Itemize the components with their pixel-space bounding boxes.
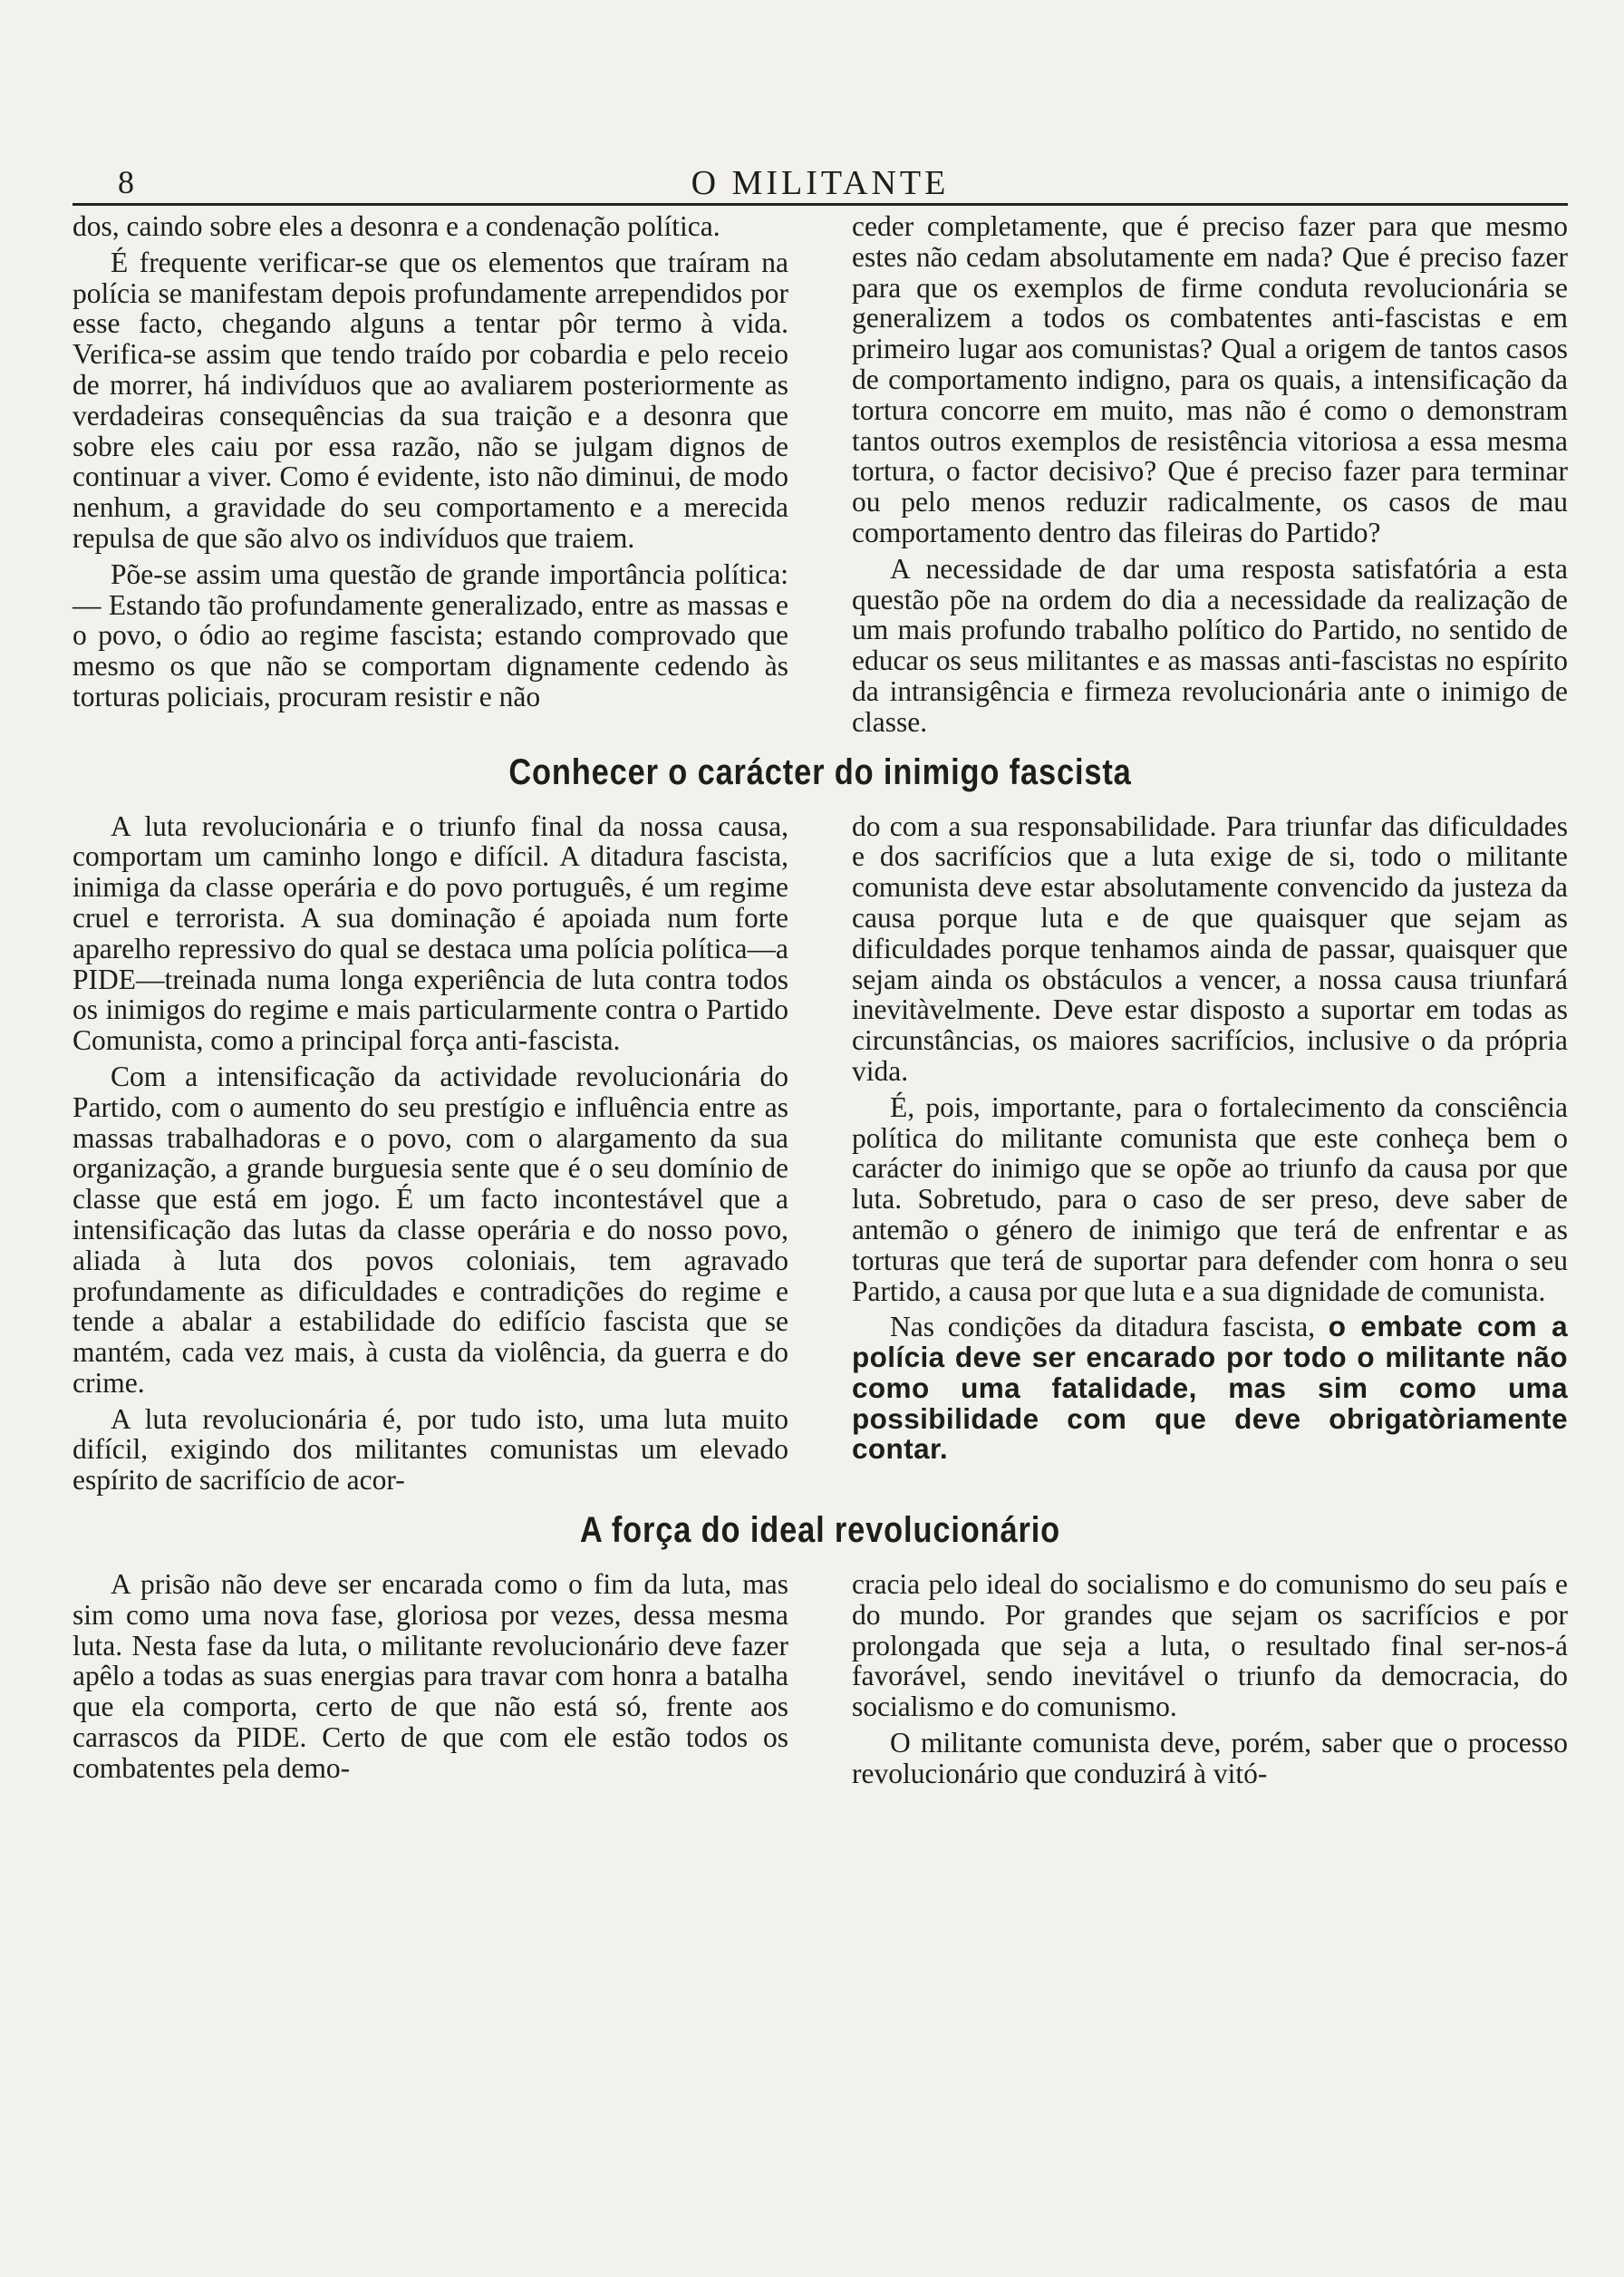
right-column <box>852 1569 1568 1789</box>
paragraph <box>852 1312 1568 1465</box>
right-column <box>852 211 1568 738</box>
paragraph: A luta revolucionária e o triunfo final da nossa causa, comportam um caminho longo e difícil. A ditadura fascista, inimiga da classe operária e do povo português, é um regime cruel e terrorista. A sua dominação é apoiada num forte aparelho repressivo do qual se destaca uma polícia política—a PIDE—treinada numa longa experiência de luta contra todos os inimigos do regime e mais particularmente contra o Partido Comunista, como a principal força anti-fascista. <box>72 809 788 1057</box>
section-heading: Conhecer o carácter do inimigo fascista <box>508 751 1132 792</box>
paragraph: do com a sua responsabilidade. Para triunfar das dificuldades e dos sacrifícios que a luta exige de si, todo o militante comunista deve estar absolutamente convencido da justeza da causa porque luta e de que quaisquer que sejam as dificuldades porque tenhamos ainda de passar, quaisquer que sejam ainda os obstáculos a vencer, a nossa causa triunfará inevitàvelmente. Deve estar disposto a suportar em todas as circunstâncias, os maiores sacrifícios, inclusive o da própria vida. <box>852 809 1568 1087</box>
paragraph: dos, caindo sobre eles a desonra e a condenação política. <box>72 210 720 242</box>
continued-article <box>72 211 1568 738</box>
paragraph: A luta revolucionária é, por tudo isto, uma luta muito difícil, exigindo dos militantes comunistas um elevado espírito de sacrifício de acor- <box>72 1402 788 1497</box>
paragraph-lead: Nas condições da ditadura fascista, <box>890 1311 1329 1343</box>
article-section <box>72 1569 1568 1789</box>
paragraph: cracia pelo ideal do socialismo e do comunismo do seu país e do mundo. Por grandes que sejam os sacrifícios e por prolongada que seja a luta, o resultado final ser-nos-á favorável, sendo inevitável o triunfo da democracia, do socialismo e do comunismo. <box>852 1568 1568 1723</box>
right-column <box>852 811 1568 1497</box>
publication-title: O MILITANTE <box>691 164 950 202</box>
left-column <box>72 1569 788 1789</box>
paragraph: ceder completamente, que é preciso fazer para que mesmo estes não cedam absolutamente em nada? Que é preciso fazer para que os exemplos de firme conduta revolucionária se generalizem a todos os combatentes anti-fascistas e em primeiro lugar aos comunistas? Qual a origem de tantos casos de comportamento indigno, para os quais, a intensificação da tortura concorre em muito, mas não é como o demonstram tantos outros exemplos de resistência vitoriosa a essa mesma tortura, o factor decisivo? Que é preciso fazer para terminar ou pelo menos reduzir radicalmente, os casos de mau comportamento dentro das fileiras do Partido? <box>852 210 1568 548</box>
emphasized-text: o embate com a polícia deve ser encarado por todo o militante não como uma fatalidade, mas sim como uma possibilidade com que deve obrigatòriamente contar. <box>852 1310 1568 1466</box>
left-column <box>72 211 788 738</box>
section-heading: A força do ideal revolucionário <box>579 1510 1061 1551</box>
paragraph: A prisão não deve ser encarada como o fim da luta, mas sim como uma nova fase, gloriosa por vezes, dessa mesma luta. Nesta fase da luta, o militante revolucionário deve fazer apêlo a todas as suas energias para travar com honra a batalha que ela comporta, certo de que não está só, frente aos carrascos da PIDE. Certo de que com ele estão todos os combatentes pela demo- <box>72 1568 788 1784</box>
paragraph: É frequente verificar-se que os elementos que traíram na polícia se manifestam depois profundamente arrependidos por esse facto, chegando alguns a tentar pôr termo à vida. Verifica-se assim que tendo traído por cobardia e pelo receio de morrer, há indivíduos que ao avaliarem posteriormente as verdadeiras consequências da sua traição e a desonra que sobre eles caiu por essa razão, não se julgam dignos de continuar a viver. Como é evidente, isto não diminui, de modo nenhum, a gravidade do seu comportamento e a merecida repulsa de que são alvo os indivíduos que traiem. <box>72 246 788 554</box>
paragraph: É, pois, importante, para o fortalecimento da consciência política do militante comunista que este conheça bem o carácter do inimigo que se opõe ao triunfo da causa por que luta. Sobretudo, para o caso de ser preso, deve saber de antemão o género de inimigo que terá de enfrentar e as torturas que terá de suportar para defender com honra o seu Partido, a causa por que luta e a sua dignidade de comunista. <box>852 1090 1568 1307</box>
left-column <box>72 811 788 1497</box>
paragraph: O militante comunista deve, porém, saber que o processo revolucionário que conduzirá à vitó- <box>852 1727 1568 1789</box>
article-section <box>72 811 1568 1497</box>
page-header <box>72 161 1568 206</box>
paragraph: Põe-se assim uma questão de grande importância política: — Estando tão profundamente generalizado, entre as massas e o povo, o ódio ao regime fascista; estando comprovado que mesmo os que não se comportam dignamente cedendo às torturas policiais, procuram resistir e não <box>72 557 788 712</box>
newspaper-page <box>72 161 1568 1789</box>
paragraph: A necessidade de dar uma resposta satisfatória a esta questão põe na ordem do dia a necessidade da realização de um mais profundo trabalho político do Partido, no sentido de educar os seus militantes e as massas anti-fascistas no espírito da intransigência e firmeza revolucionária ante o inimigo de classe. <box>852 552 1568 738</box>
page-number: 8 <box>118 164 138 200</box>
paragraph: Com a intensificação da actividade revolucionária do Partido, com o aumento do seu prestígio e influência entre as massas trabalhadoras e o povo, com o alargamento da sua organização, a grande burguesia sente que é o seu domínio de classe que está em jogo. É um facto incontestável que a intensificação das lutas da classe operária e do nosso povo, aliada à luta dos povos coloniais, tem agravado profundamente as dificuldades e contradições do regime e tende a abalar a estabilidade do edifício fascista que se mantém, cada vez mais, à custa da violência, da guerra e do crime. <box>72 1060 788 1399</box>
